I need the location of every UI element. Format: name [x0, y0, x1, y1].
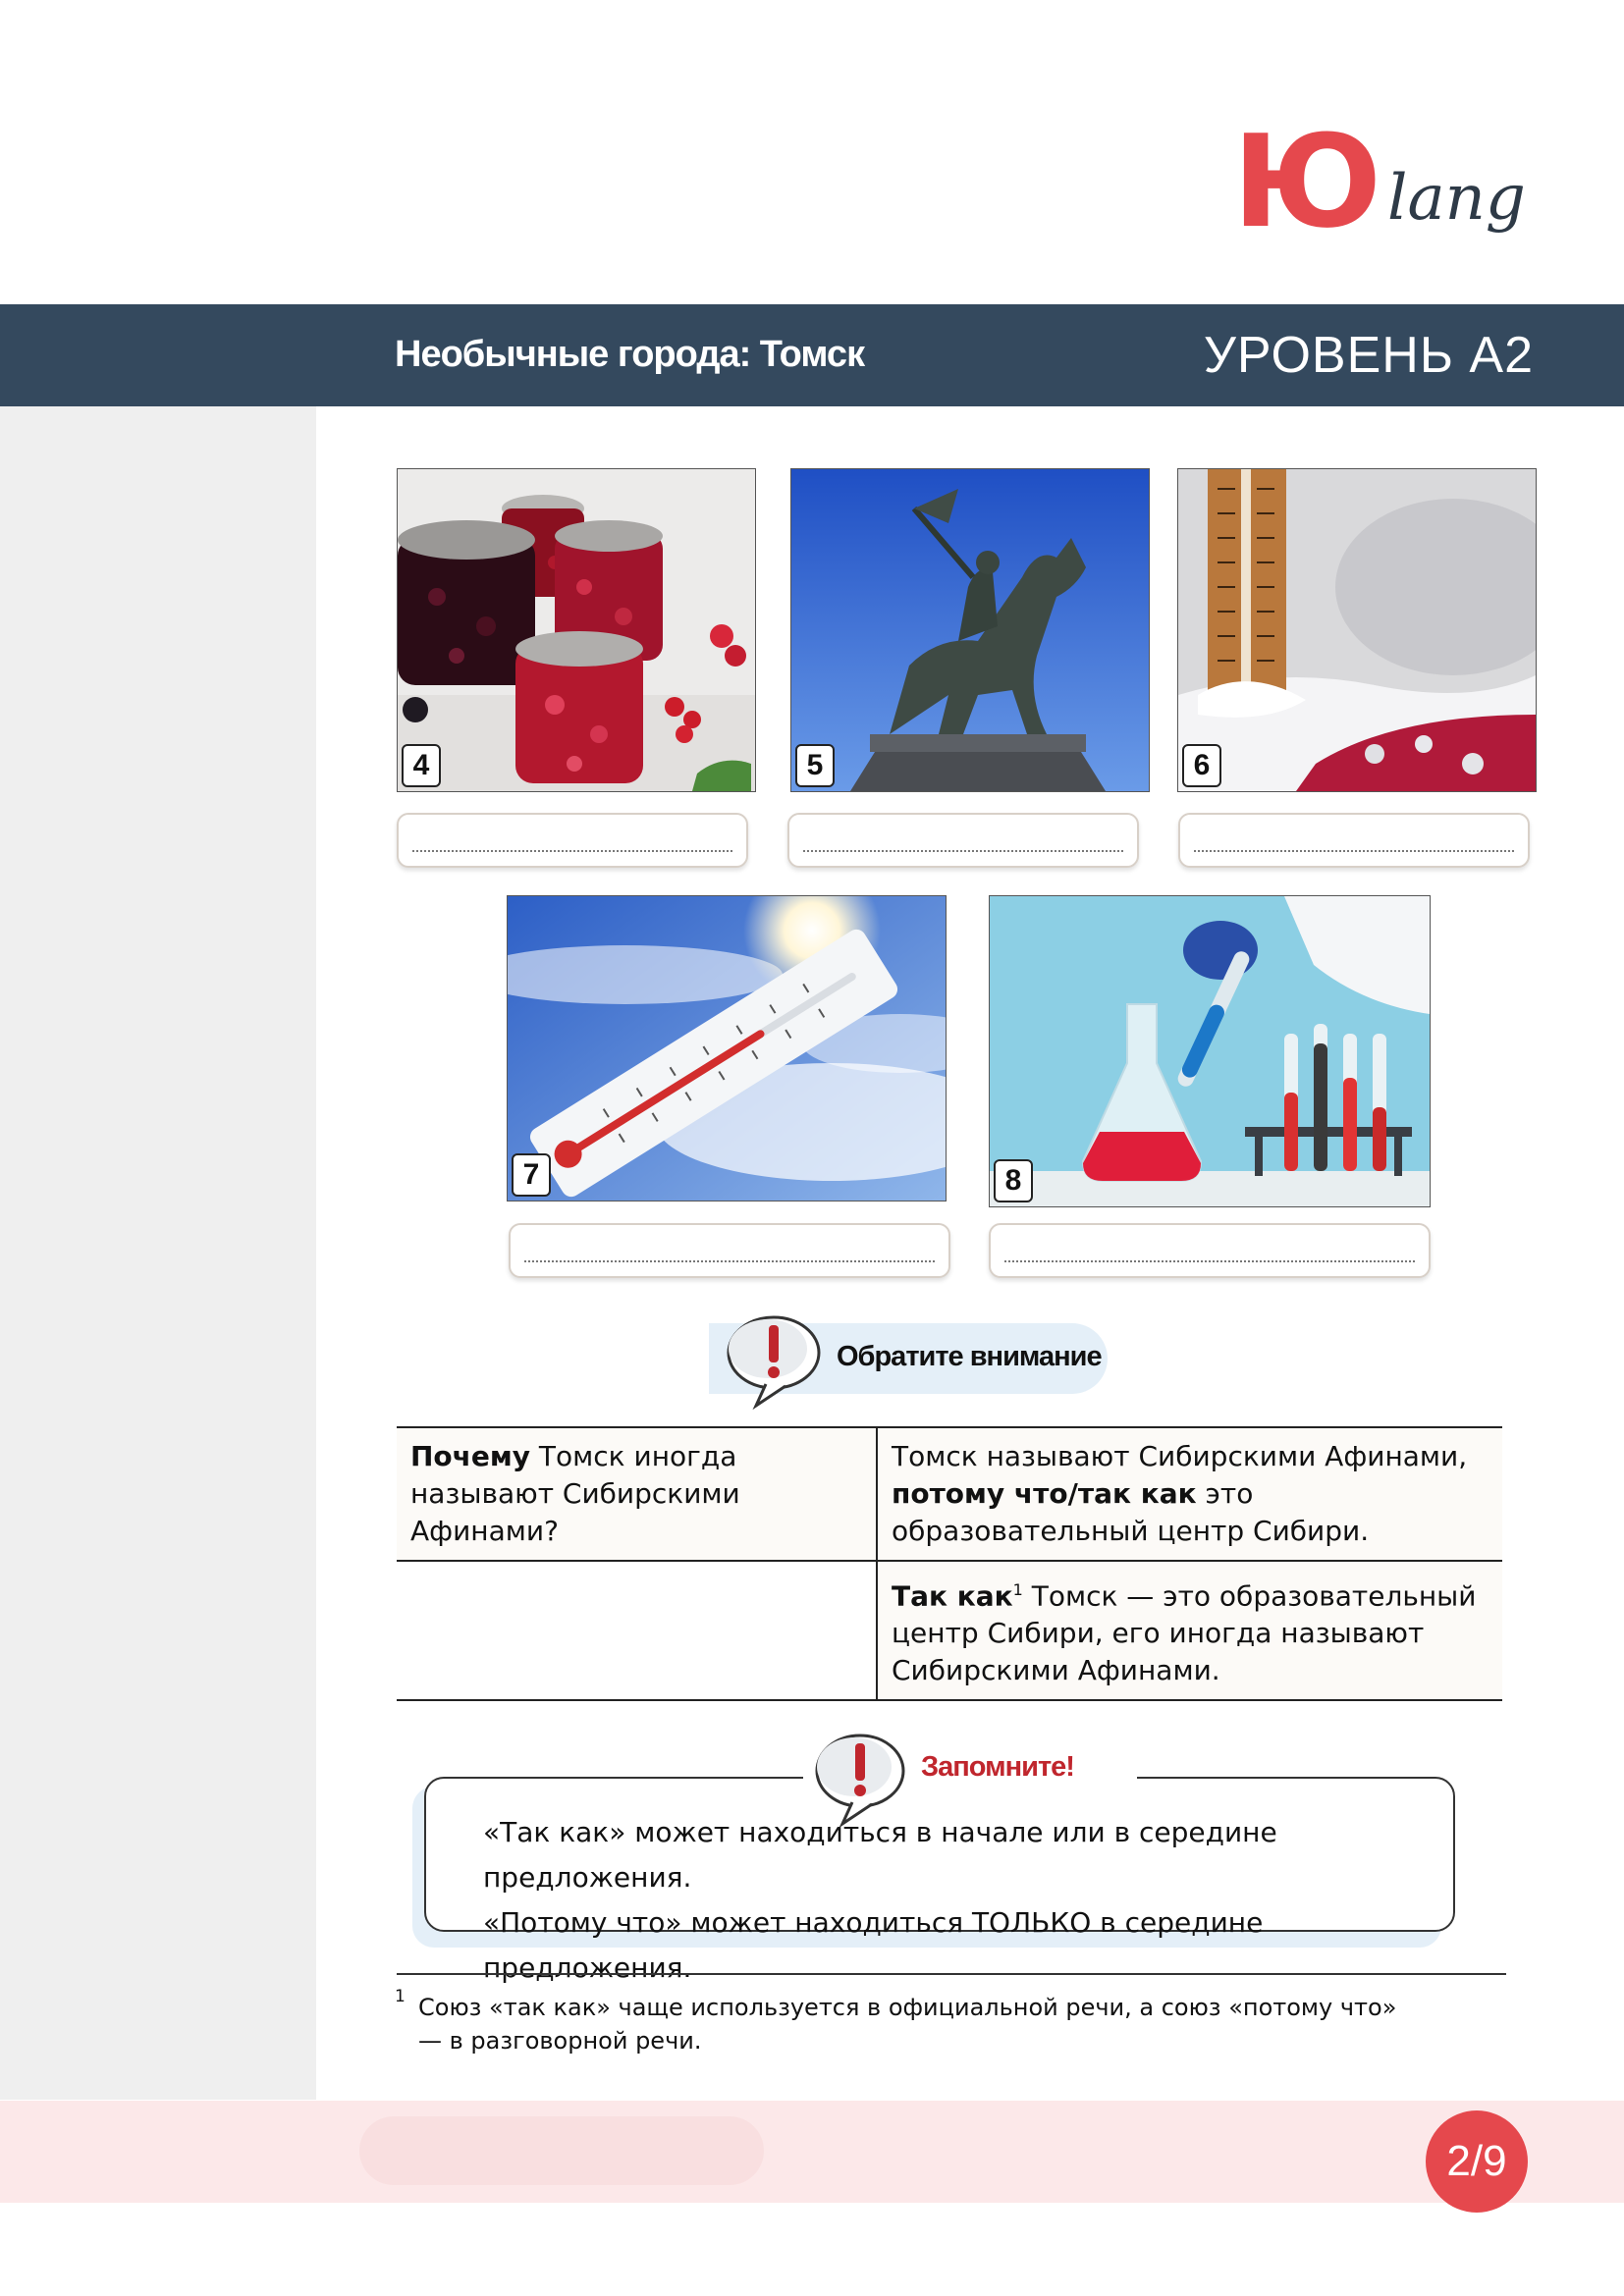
- photo-number: 8: [994, 1159, 1033, 1202]
- answer-rest: Томск — это образовательный центр Сибири, его иногда называют Сибирскими Афинами.: [892, 1579, 1477, 1687]
- logo-word: lang: [1387, 162, 1526, 235]
- level-label: УРОВЕНЬ А2: [1203, 327, 1534, 384]
- attention-label: Обратите внимание: [837, 1341, 1102, 1372]
- answer-cell: [877, 1427, 1502, 1561]
- table-row: [397, 1561, 1502, 1700]
- yulang-logo: [1222, 98, 1546, 265]
- empty-cell: [397, 1561, 877, 1700]
- header-band: [0, 304, 1624, 406]
- photo-jam-jars: [397, 468, 756, 792]
- remember-label: Запомните!: [921, 1751, 1074, 1783]
- lesson-title: Необычные города: Томск: [395, 334, 865, 375]
- footnote-number: 1: [395, 1987, 406, 2006]
- photo-number: 6: [1182, 744, 1221, 787]
- photo-equestrian-statue: [790, 468, 1150, 792]
- answer-end: это образовательный центр Сибири.: [892, 1477, 1370, 1547]
- question-cell: [397, 1427, 877, 1561]
- remember-line-1: «Так как» может находиться в начале или в середине предложения.: [483, 1816, 1277, 1894]
- exclamation-bubble-icon: [807, 1730, 911, 1828]
- photo-laboratory: [989, 895, 1431, 1207]
- answer-field-6[interactable]: [1178, 813, 1530, 868]
- question-word: Почему: [410, 1440, 531, 1472]
- answer-start: Томск называют Сибирскими Афинами,: [892, 1440, 1468, 1472]
- question-rest: Томск иногда называют Сибирскими Афинами?: [410, 1440, 740, 1547]
- footnote-divider: [397, 1973, 1506, 1975]
- answer-cell-2: [877, 1561, 1502, 1700]
- footer-decoration: [359, 2116, 764, 2185]
- exclamation-bubble-icon: [717, 1311, 827, 1410]
- footnote-text: Союз «так как» чаще используется в официальной речи, а союз «потому что» — в разговорной речи.: [418, 1994, 1397, 2055]
- answer-field-5[interactable]: [787, 813, 1139, 868]
- grammar-table: [397, 1426, 1502, 1701]
- page-indicator: 2/9: [1426, 2110, 1528, 2213]
- photo-number: 7: [512, 1153, 551, 1197]
- answer-conjunction: потому что/так как: [892, 1477, 1197, 1510]
- answer-field-4[interactable]: [397, 813, 748, 868]
- photo-thermometer-snow: [1177, 468, 1537, 792]
- footer-band: [0, 2101, 1624, 2203]
- answer-field-7[interactable]: [509, 1223, 950, 1278]
- remember-line-2: «Потому что» может находиться ТОЛЬКО в середине предложения.: [483, 1906, 1264, 1984]
- photo-number: 4: [402, 744, 441, 787]
- photo-thermometer-sun: [507, 895, 947, 1201]
- answer-field-8[interactable]: [989, 1223, 1431, 1278]
- table-row: [397, 1427, 1502, 1561]
- photo-number: 5: [795, 744, 835, 787]
- remember-text: [483, 1810, 1453, 1991]
- left-margin-strip: [0, 406, 316, 2100]
- logo-mark: Ю: [1232, 107, 1377, 256]
- footnote-marker: 1: [1012, 1580, 1023, 1599]
- conjunction-word: Так как: [892, 1579, 1013, 1613]
